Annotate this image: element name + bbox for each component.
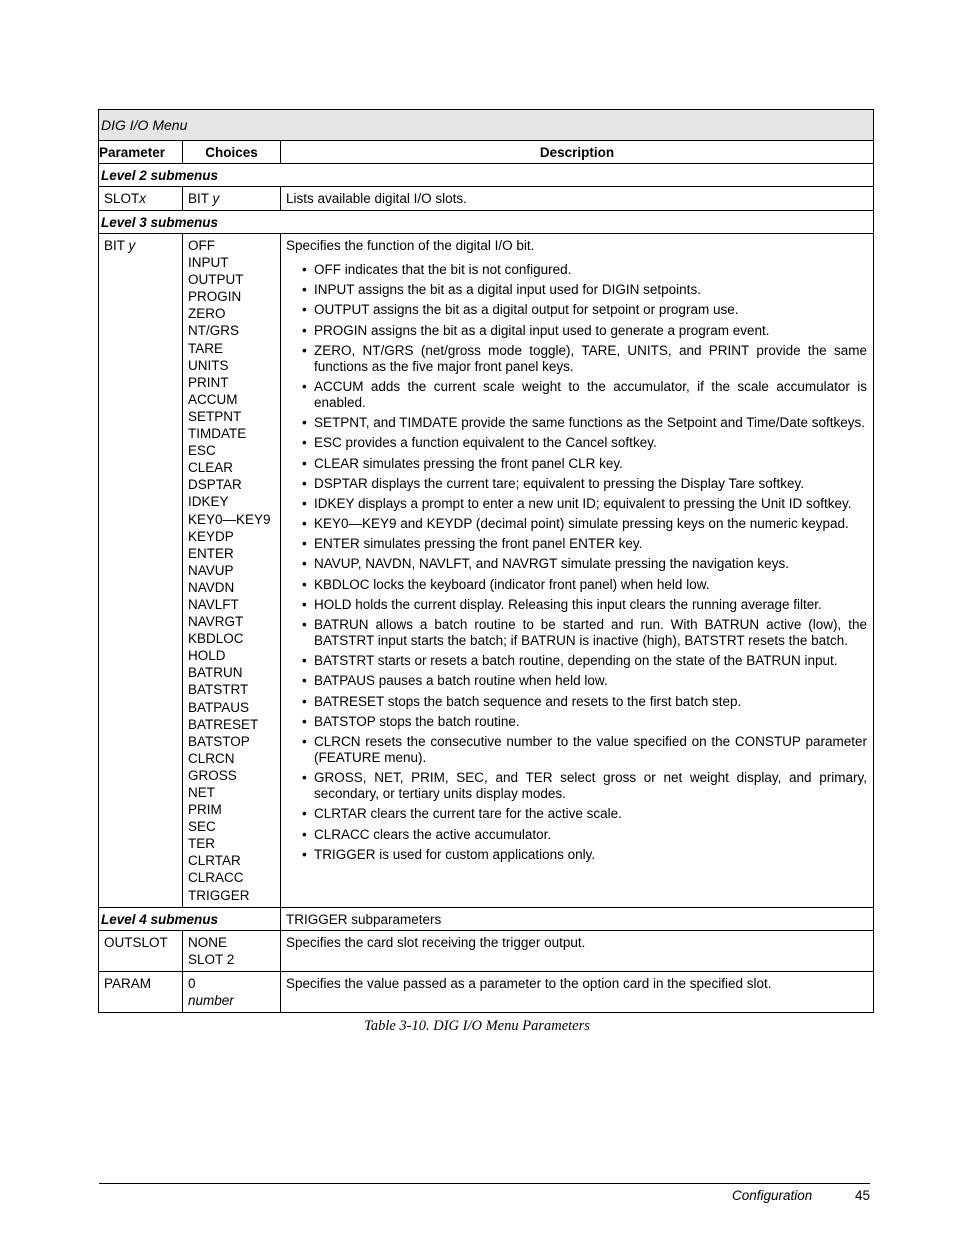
choice-item: TER xyxy=(188,836,215,852)
description-bullet-list xyxy=(286,262,868,863)
bullet-icon: • xyxy=(302,475,307,491)
footer-section-name: Configuration xyxy=(732,1188,813,1203)
description-bullet xyxy=(286,282,868,298)
slot-description: Lists available digital I/O slots. xyxy=(281,187,874,211)
table-title: DIG I/O Menu xyxy=(99,110,874,141)
bullet-icon: • xyxy=(302,556,307,572)
description-bullet xyxy=(286,827,868,843)
header-description: Description xyxy=(281,141,874,164)
bullet-text: BATSTRT starts or resets a batch routine, depending on the state of the BATRUN input. xyxy=(314,653,838,669)
bullet-text: KBDLOC locks the keyboard (indicator front panel) when held low. xyxy=(314,576,710,592)
bit-description xyxy=(281,234,874,908)
bullet-icon: • xyxy=(302,713,307,729)
slot-param-var: x xyxy=(139,191,147,206)
slot-choice xyxy=(183,187,281,211)
bullet-icon: • xyxy=(302,806,307,822)
table-row xyxy=(99,931,874,972)
table-row xyxy=(99,234,874,908)
outslot-description: Specifies the card slot receiving the trigger output. xyxy=(281,931,874,972)
description-bullet xyxy=(286,476,868,492)
slot-param xyxy=(99,187,183,211)
bullet-text: TRIGGER is used for custom applications only. xyxy=(314,846,596,862)
bullet-text: OFF indicates that the bit is not configured. xyxy=(314,262,572,277)
level3-row xyxy=(99,211,874,234)
bullet-icon: • xyxy=(302,495,307,511)
choice-item: NAVUP xyxy=(188,562,234,578)
description-bullet xyxy=(286,597,868,613)
choice-item: NAVDN xyxy=(188,579,235,595)
choice-item: KBDLOC xyxy=(188,631,244,647)
choice-item: ESC xyxy=(188,443,216,459)
bullet-icon: • xyxy=(302,617,307,632)
bullet-text: BATRESET stops the batch sequence and resets to the first batch step. xyxy=(314,693,742,709)
choice-item: NT/GRS xyxy=(188,323,240,339)
level4-row xyxy=(99,908,874,931)
slot-param-text: SLOT xyxy=(104,191,140,206)
level4-label: Level 4 submenus xyxy=(99,908,281,931)
description-bullet xyxy=(286,734,868,766)
description-bullet xyxy=(286,847,868,863)
description-bullet xyxy=(286,379,868,411)
bullet-text: OUTPUT assigns the bit as a digital output for setpoint or program use. xyxy=(314,302,739,318)
choice-item: PRIM xyxy=(188,802,222,818)
bullet-text: ZERO, NT/GRS (net/gross mode toggle), TARE, UNITS, and PRINT provide the same functions as the five major front panel keys. xyxy=(314,342,867,374)
choice-item: BATRUN xyxy=(188,665,243,681)
bullet-text: CLRCN resets the consecutive number to the value specified on the CONSTUP parameter (FEATURE menu). xyxy=(314,733,867,765)
param-choice-var: number xyxy=(188,993,234,1008)
bit-param-var: y xyxy=(128,238,136,253)
slot-choice-var: y xyxy=(212,191,220,206)
bullet-text: BATRUN allows a batch routine to be started and run. With BATRUN active (low), the BATSTRT input starts the batch; if BATRUN is inactive (high), BATSTRT resets the batch. xyxy=(314,617,867,648)
bullet-text: NAVUP, NAVDN, NAVLFT, and NAVRGT simulate pressing the navigation keys. xyxy=(314,556,789,572)
bullet-text: IDKEY displays a prompt to enter a new unit ID; equivalent to pressing the Unit ID softkey. xyxy=(314,495,852,511)
description-bullet xyxy=(286,770,868,802)
bullet-icon: • xyxy=(302,415,307,431)
choice-item: SEC xyxy=(188,819,216,835)
choice-item: BATSTRT xyxy=(188,682,249,698)
table-caption: Table 3-10. DIG I/O Menu Parameters xyxy=(364,1018,590,1034)
description-bullet xyxy=(286,343,868,375)
bit-param xyxy=(99,234,183,908)
choice-item: CLRACC xyxy=(188,870,244,886)
description-bullet xyxy=(286,653,868,669)
description-bullet xyxy=(286,262,868,278)
choice-item: CLRTAR xyxy=(188,853,241,869)
choice-item: BATPAUS xyxy=(188,699,250,715)
bullet-text: HOLD holds the current display. Releasing this input clears the running average filter. xyxy=(314,596,822,612)
choice-item: TRIGGER xyxy=(188,887,250,903)
description-bullet xyxy=(286,673,868,689)
bullet-text: ENTER simulates pressing the front panel ENTER key. xyxy=(314,536,643,552)
outslot-choice-none: NONE xyxy=(188,935,228,950)
table-header-row xyxy=(99,141,874,164)
bit-description-intro: Specifies the function of the digital I/O bit. xyxy=(286,238,535,253)
description-bullet xyxy=(286,617,868,649)
outslot-choice-slot2: SLOT 2 xyxy=(188,952,235,967)
choice-item: KEY0—KEY9 xyxy=(188,511,271,527)
bullet-text: INPUT assigns the bit as a digital input used for DIGIN setpoints. xyxy=(314,282,701,298)
param-param: PARAM xyxy=(99,972,183,1013)
bullet-text: BATSTOP stops the batch routine. xyxy=(314,713,520,729)
slot-choice-text: BIT xyxy=(188,191,213,206)
bullet-icon: • xyxy=(302,733,307,749)
choice-item: DSPTAR xyxy=(188,477,242,493)
description-bullet xyxy=(286,415,868,431)
table-row xyxy=(99,187,874,211)
bullet-icon: • xyxy=(302,455,307,471)
bullet-text: SETPNT, and TIMDATE provide the same functions as the Setpoint and Time/Date softkeys. xyxy=(314,415,866,431)
bullet-icon: • xyxy=(302,826,307,842)
choice-item: HOLD xyxy=(188,648,226,664)
bullet-icon: • xyxy=(302,846,307,862)
bullet-icon: • xyxy=(302,262,307,277)
choice-item: UNITS xyxy=(188,357,229,373)
choice-item: ENTER xyxy=(188,545,234,561)
description-bullet xyxy=(286,694,868,710)
choice-item: CLRCN xyxy=(188,750,235,766)
choice-item: SETPNT xyxy=(188,408,242,424)
choice-item: PROGIN xyxy=(188,289,242,305)
choice-item: GROSS xyxy=(188,767,237,783)
choice-item: ACCUM xyxy=(188,391,238,407)
description-bullet xyxy=(286,456,868,472)
description-bullet xyxy=(286,302,868,318)
description-bullet xyxy=(286,516,868,532)
level2-label: Level 2 submenus xyxy=(99,164,874,187)
bit-param-text: BIT xyxy=(104,238,129,253)
bullet-icon: • xyxy=(302,435,307,451)
param-description: Specifies the value passed as a parameter to the option card in the specified slot. xyxy=(281,972,874,1013)
choices-list xyxy=(188,237,275,904)
header-parameter: Parameter xyxy=(99,141,183,164)
bullet-icon: • xyxy=(302,378,307,394)
choice-item: ZERO xyxy=(188,306,226,322)
table-row xyxy=(99,972,874,1013)
outslot-param: OUTSLOT xyxy=(99,931,183,972)
bullet-icon: • xyxy=(302,596,307,612)
footer-page-number: 45 xyxy=(855,1188,871,1203)
choice-item: NET xyxy=(188,785,215,800)
bullet-text: CLEAR simulates pressing the front panel CLR key. xyxy=(314,455,623,471)
description-bullet xyxy=(286,536,868,552)
dig-io-menu-table xyxy=(98,109,874,1013)
bullet-icon: • xyxy=(302,282,307,298)
description-bullet xyxy=(286,496,868,512)
choice-item: BATRESET xyxy=(188,716,259,732)
description-bullet xyxy=(286,577,868,593)
outslot-choices xyxy=(183,931,281,972)
bullet-text: BATPAUS pauses a batch routine when held low. xyxy=(314,673,608,689)
bullet-text: CLRACC clears the active accumulator. xyxy=(314,826,552,842)
description-bullet xyxy=(286,806,868,822)
bullet-icon: • xyxy=(302,576,307,592)
level3-label: Level 3 submenus xyxy=(99,211,874,234)
bullet-icon: • xyxy=(302,342,307,358)
bullet-icon: • xyxy=(302,693,307,709)
bullet-text: CLRTAR clears the current tare for the active scale. xyxy=(314,806,622,822)
bullet-text: GROSS, NET, PRIM, SEC, and TER select gross or net weight display, and primary, secondary, or tertiary units display modes. xyxy=(314,770,867,802)
choice-item: TARE xyxy=(188,340,224,356)
bullet-text: ESC provides a function equivalent to the Cancel softkey. xyxy=(314,435,657,451)
level4-description: TRIGGER subparameters xyxy=(281,908,874,931)
description-bullet xyxy=(286,714,868,730)
bullet-text: DSPTAR displays the current tare; equivalent to pressing the Display Tare softkey. xyxy=(314,475,804,491)
footer-divider xyxy=(99,1183,870,1184)
bullet-icon: • xyxy=(302,516,307,532)
choice-item: CLEAR xyxy=(188,460,234,476)
choice-item: NAVRGT xyxy=(188,614,244,630)
choice-item: OFF xyxy=(188,238,215,253)
param-choice-value: 0 xyxy=(188,976,196,991)
description-bullet xyxy=(286,323,868,339)
choice-item: NAVLFT xyxy=(188,596,239,612)
bit-choices xyxy=(183,234,281,908)
choice-item: INPUT xyxy=(188,255,229,271)
description-bullet xyxy=(286,435,868,451)
choice-item: IDKEY xyxy=(188,494,229,510)
level2-row xyxy=(99,164,874,187)
bullet-icon: • xyxy=(302,322,307,338)
bullet-icon: • xyxy=(302,770,307,786)
choice-item: PRINT xyxy=(188,374,229,390)
bullet-icon: • xyxy=(302,653,307,669)
param-choices xyxy=(183,972,281,1013)
bullet-icon: • xyxy=(302,302,307,318)
choice-item: KEYDP xyxy=(188,528,234,544)
choice-item: OUTPUT xyxy=(188,272,244,288)
bullet-text: ACCUM adds the current scale weight to the accumulator, if the scale accumulator is enabled. xyxy=(314,378,867,410)
choice-item: BATSTOP xyxy=(188,733,250,749)
bullet-icon: • xyxy=(302,536,307,552)
bullet-text: KEY0—KEY9 and KEYDP (decimal point) simulate pressing keys on the numeric keypad. xyxy=(314,516,849,532)
header-choices: Choices xyxy=(183,141,281,164)
bullet-text: PROGIN assigns the bit as a digital input used to generate a program event. xyxy=(314,322,770,338)
description-bullet xyxy=(286,556,868,572)
bullet-icon: • xyxy=(302,673,307,689)
choice-item: TIMDATE xyxy=(188,426,247,442)
